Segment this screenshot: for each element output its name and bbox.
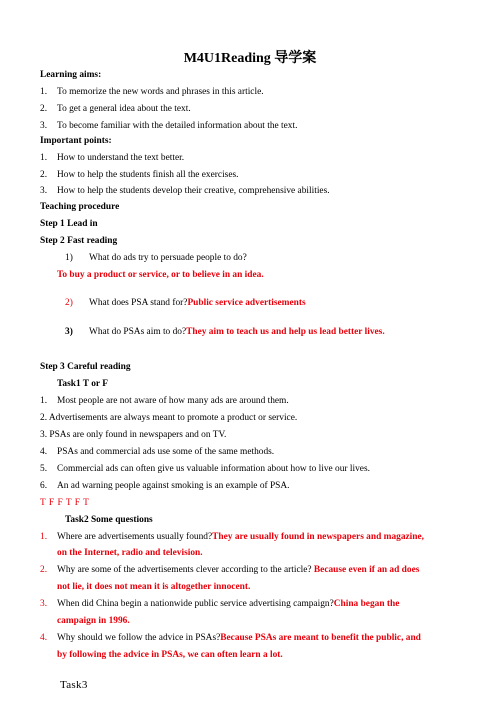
fast-question: 2) What does PSA stand for?Public service advertisements bbox=[65, 298, 306, 308]
page-title: M4U1Reading 导学案 bbox=[183, 51, 317, 66]
list-item: 3. How to help the students develop their creative, comprehensive abilities. bbox=[40, 186, 330, 196]
task2-question: 3. When did China begin a nationwide public service advertising campaign?China began the bbox=[40, 599, 400, 609]
task3-heading: Task3 bbox=[60, 679, 88, 691]
fast-answer: To buy a product or service, or to believe in an idea. bbox=[57, 270, 264, 280]
list-item: 6. An ad warning people against smoking is an example of PSA. bbox=[40, 481, 290, 491]
learning-aims-heading: Learning aims: bbox=[40, 70, 102, 80]
task2-answer: campaign in 1996. bbox=[57, 616, 130, 626]
step2-heading: Step 2 Fast reading bbox=[40, 236, 118, 246]
list-item: 1. To memorize the new words and phrases in this article. bbox=[40, 87, 264, 97]
list-item: 2. To get a general idea about the text. bbox=[40, 104, 191, 114]
list-item: 1. Most people are not aware of how many ads are around them. bbox=[40, 396, 289, 406]
task1-answers: T F F T F T bbox=[40, 498, 90, 508]
procedure-heading: Teaching procedure bbox=[40, 202, 120, 212]
task2-question: 1. Where are advertisements usually found?They are usually found in newspapers and magazine, bbox=[40, 532, 424, 542]
task2-question: 2. Why are some of the advertisements clever according to the article? Because even if an ad does bbox=[40, 565, 420, 575]
task2-heading: Task2 Some questions bbox=[65, 515, 153, 525]
list-item: 5. Commercial ads can often give us valuable information about how to live our lives. bbox=[40, 464, 370, 474]
task2-answer: not lie, it does not mean it is altogether innocent. bbox=[57, 582, 251, 592]
task1-heading: Task1 T or F bbox=[57, 379, 108, 389]
task2-answer: by following the advice in PSAs, we can often learn a lot. bbox=[57, 650, 283, 660]
task2-answer: on the Internet, radio and television. bbox=[57, 548, 203, 558]
list-item: 4. PSAs and commercial ads use some of the same methods. bbox=[40, 447, 275, 457]
task2-question: 4. Why should we follow the advice in PSAs?Because PSAs are meant to benefit the public, and bbox=[40, 633, 421, 643]
list-item: 3. PSAs are only found in newspapers and on TV. bbox=[40, 430, 227, 440]
step1-heading: Step 1 Lead in bbox=[40, 219, 98, 229]
fast-question: 3) What do PSAs aim to do?They aim to teach us and help us lead better lives. bbox=[65, 327, 385, 337]
step3-heading: Step 3 Careful reading bbox=[40, 362, 131, 372]
list-item: 2. How to help the students finish all the exercises. bbox=[40, 170, 239, 180]
list-item: 1. How to understand the text better. bbox=[40, 153, 185, 163]
list-item: 3. To become familiar with the detailed information about the text. bbox=[40, 121, 298, 131]
important-points-heading: Important points: bbox=[40, 136, 112, 146]
fast-question: 1) What do ads try to persuade people to do? bbox=[65, 253, 247, 263]
list-item: 2. Advertisements are always meant to promote a product or service. bbox=[40, 413, 298, 423]
